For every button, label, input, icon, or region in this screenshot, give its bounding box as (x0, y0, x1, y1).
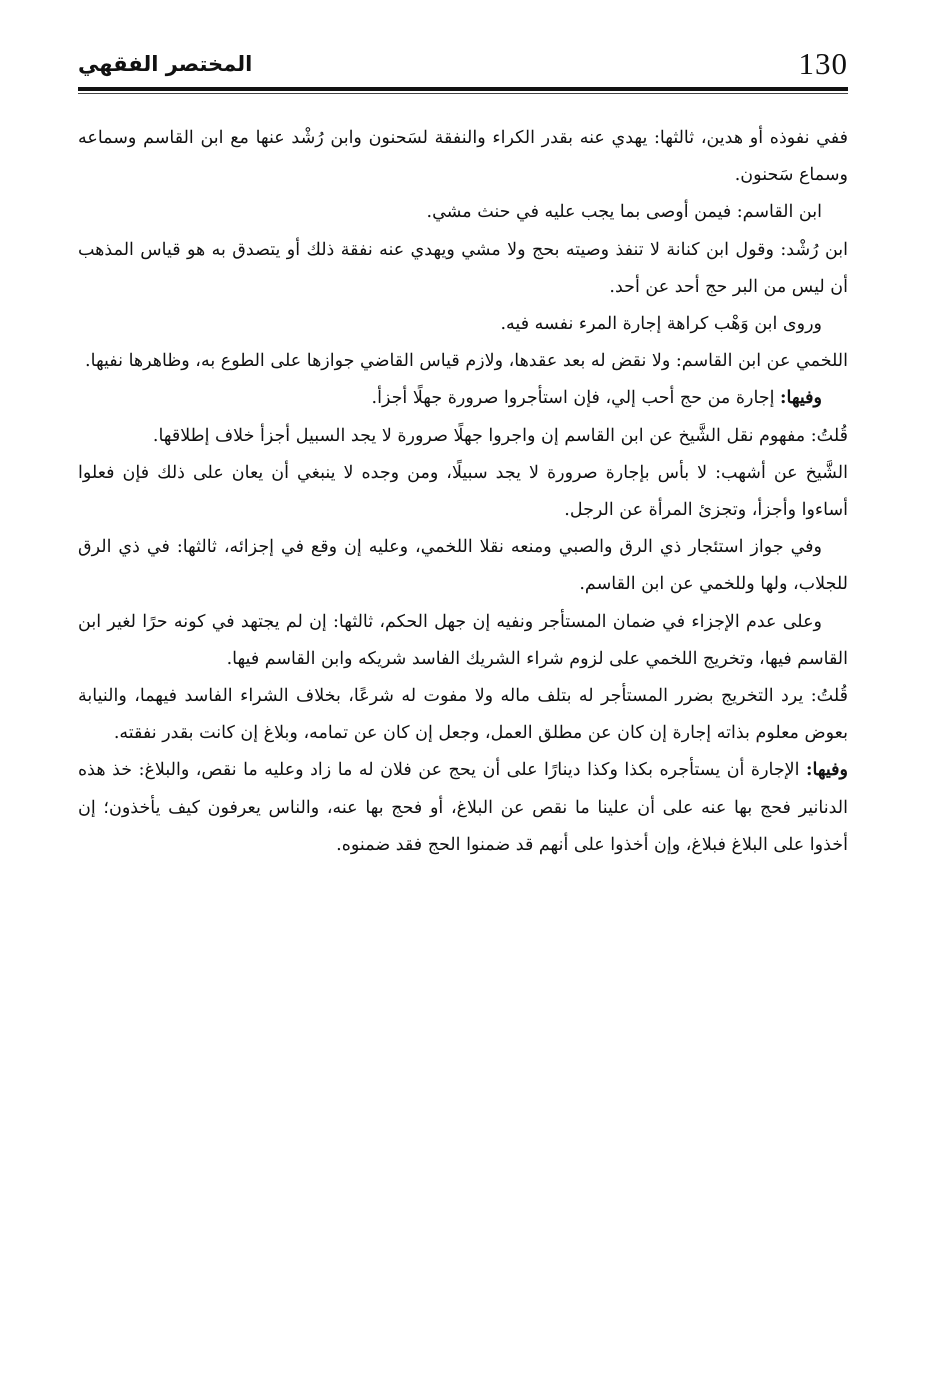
paragraph-text: وفي جواز استئجار ذي الرق والصبي ومنعه نقلا اللخمي، وعليه إن وقع في إجزائه، ثالثها: في ذي الرق للجلاب، ولها وللخمي عن ابن القاسم. (78, 537, 848, 595)
paragraph (78, 455, 848, 529)
paragraph-text: الشَّيخ عن أشهب: لا بأس بإجارة صرورة لا يجد سبيلًا، ومن وجده لا ينبغي أن يعان على ذلك فإن فعلوا أساءوا وأجزأ، وتجزئ المرأة عن الرجل. (78, 462, 848, 521)
paragraph (78, 380, 848, 417)
paragraph (78, 678, 848, 752)
header-rule-thick (78, 87, 848, 91)
page-body (78, 120, 848, 864)
paragraph-lead: وفيها: (780, 388, 822, 409)
paragraph (78, 343, 848, 380)
book-title: المختصر الفقهي (78, 52, 253, 76)
paragraph-text: قُلتُ: يرد التخريج بضرر المستأجر له بتلف ماله ولا مفوت له شرعًا، بخلاف الشراء الفاسد فيهما، والنيابة بعوض معلوم بذاته إجارة إن كان عن مطلق العمل، وجعل إن كان عن تمامه، وبلاغ إن كانت بقدر نفقته. (78, 686, 848, 744)
paragraph (78, 529, 848, 603)
paragraph (78, 232, 848, 306)
paragraph-text: وعلى عدم الإجزاء في ضمان المستأجر ونفيه إن جهل الحكم، ثالثها: إن لم يجتهد في كونه حرًا لغير ابن القاسم فيها، وتخريج اللخمي على لزوم شراء الشريك الفاسد شريكه وابن القاسم فيها. (78, 611, 848, 669)
paragraph-lead: وفيها: (806, 760, 848, 781)
paragraph (78, 120, 848, 194)
paragraph (78, 604, 848, 678)
paragraph-text: ابن القاسم: فيمن أوصى بما يجب عليه في حنث مشي. (426, 202, 822, 223)
paragraph-text: وروى ابن وَهْب كراهة إجارة المرء نفسه فيه. (500, 314, 822, 335)
paragraph-text: إجارة من حج أحب إلي، فإن استأجروا صرورة جهلًا أجزأ. (371, 388, 781, 409)
page-number: 130 (798, 46, 848, 81)
paragraph-text: قُلتُ: مفهوم نقل الشَّيخ عن ابن القاسم إن واجروا جهلًا صرورة لا يجد السبيل أجزأ خلاف إطلاقها. (152, 425, 848, 446)
paragraph (78, 418, 848, 455)
paragraph-text: ابن رُشْد: وقول ابن كنانة لا تنفذ وصيته بحج ولا مشي ويهدي عنه نفقة ذلك أو يتصدق به هو قياس المذهب أن ليس من البر حج أحد عن أحد. (78, 239, 848, 297)
paragraph-text: ففي نفوذه أو هدين، ثالثها: يهدي عنه بقدر الكراء والنفقة لسَحنون وابن رُشْد عنها مع ابن القاسم وسماعه وسماع سَحنون. (78, 128, 848, 186)
paragraph-text: الإجارة أن يستأجره بكذا وكذا دينارًا على أن يحج عن فلان له ما زاد وعليه ما نقص، والبلاغ: خذ هذه الدنانير فحج بها عنه على أن علينا ما نقص عن البلاغ، أو فحج بها عنه، والناس يعرفون كيف يأخذون؛ إن أخذوا على البلاغ فبلاغ، وإن أخذوا على أنهم قد ضمنوا الحج فقد ضمنوه. (78, 760, 848, 855)
paragraph (78, 752, 848, 864)
paragraph-text: اللخمي عن ابن القاسم: ولا نقض له بعد عقدها، ولازم قياس القاضي جوازها على الطوع به، وظاهرها نفيها. (85, 351, 848, 372)
paragraph (78, 306, 848, 343)
header-rule-thin (78, 93, 848, 94)
page-header (78, 44, 848, 88)
paragraph (78, 194, 848, 231)
